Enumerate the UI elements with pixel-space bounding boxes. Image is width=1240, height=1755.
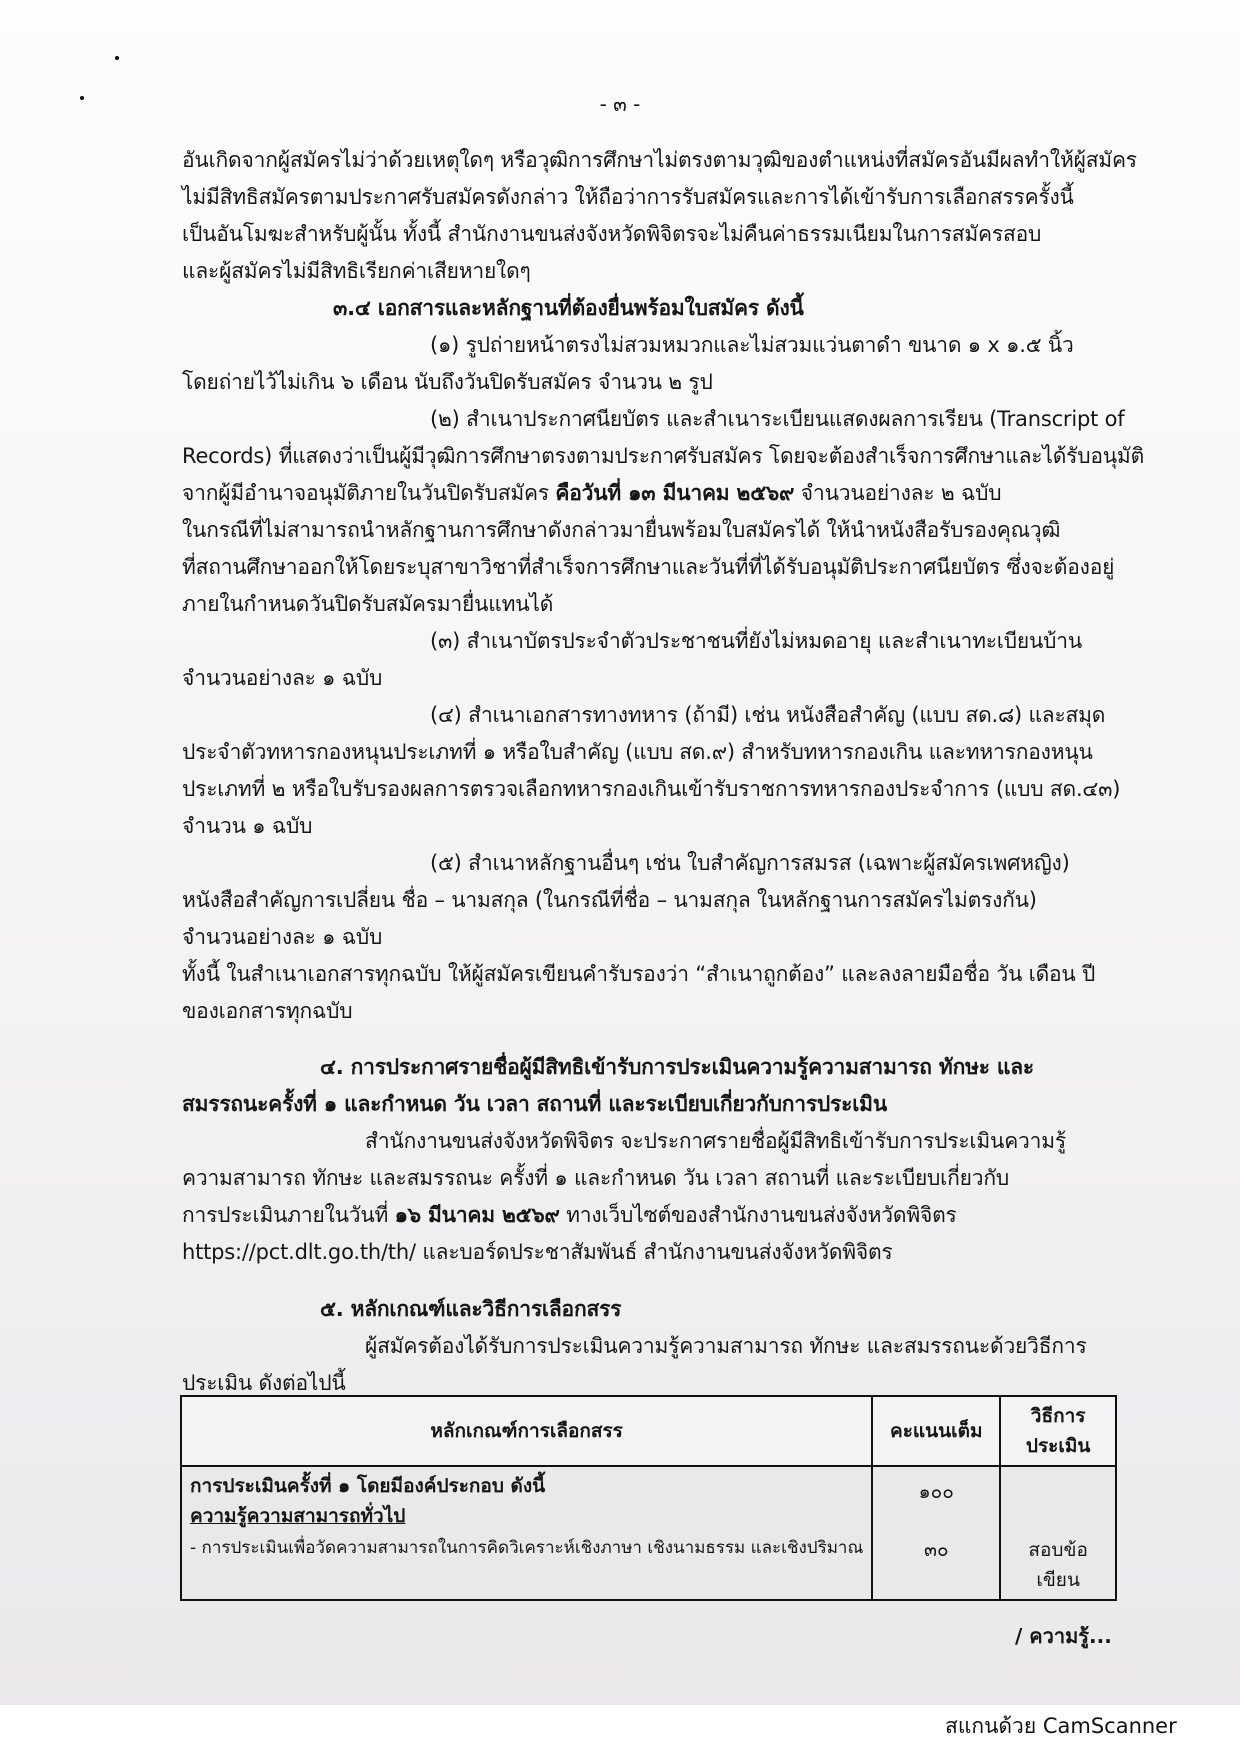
item-1-line: โดยถ่ายไว้ไม่เกิน ๖ เดือน นับถึงวันปิดรับสมัคร จำนวน ๒ รูป [182,370,713,394]
text: ทางเว็บไซต์ของสำนักงานขนส่งจังหวัดพิจิตร [559,1203,957,1227]
item-2-line: ภายในกำหนดวันปิดรับสมัครมายื่นแทนได้ [182,592,554,616]
item-5-line: จำนวนอย่างละ ๑ ฉบับ [182,925,383,949]
text: การประเมินภายในวันที่ [182,1203,395,1227]
item-2-line: (๒) สำเนาประกาศนียบัตร และสำเนาระเบียนแสดงผลการเรียน (Transcript of [430,407,1125,431]
website-line[interactable]: https://pct.dlt.go.th/th/ และบอร์ดประชาสัมพันธ์ สำนักงานขนส่งจังหวัดพิจิตร [182,1240,893,1264]
scan-speck [115,56,119,60]
deadline-date: คือวันที่ ๑๓ มีนาคม ๒๕๖๙ [555,481,795,505]
item-1-line: (๑) รูปถ่ายหน้าตรงไม่สวมหมวกและไม่สวมแว่นตาดำ ขนาด ๑ x ๑.๕ นิ้ว [430,333,1074,357]
section-4-body: ความสามารถ ทักษะ และสมรรถนะ ครั้งที่ ๑ และกำหนด วัน เวลา สถานที่ และระเบียบเกี่ยวกับ [182,1166,1010,1190]
item-2-line: Records) ที่แสดงว่าเป็นผู้มีวุฒิการศึกษาตรงตามประกาศรับสมัคร โดยจะต้องสำเร็จการศึกษาและได้รับอนุมัติ [182,444,1145,468]
header-score: คะแนนเต็ม [872,1396,1000,1466]
item-4-line: ประจำตัวทหารกองหนุนประเภทที่ ๑ หรือใบสำคัญ (แบบ สด.๙) สำหรับทหารกองเกิน และทหารกองหนุน [182,740,1093,764]
section-3-4-heading: ๓.๔ เอกสารและหลักฐานที่ต้องยื่นพร้อมใบสมัคร ดังนี้ [333,296,804,320]
item-4-line: จำนวน ๑ ฉบับ [182,814,313,838]
item-2-line: ในกรณีที่ไม่สามารถนำหลักฐานการศึกษาดังกล่าวมายื่นพร้อมใบสมัครได้ ให้นำหนังสือรับรองคุณวุฒิ [182,518,1061,542]
section-5-heading: ๕. หลักเกณฑ์และวิธีการเลือกสรร [320,1297,622,1321]
text-line: เป็นอันโมฆะสำหรับผู้นั้น ทั้งนี้ สำนักงานขนส่งจังหวัดพิจิตรจะไม่คืนค่าธรรมเนียมในการสมัครสอบ [182,222,1042,246]
section-5-body: ประเมิน ดังต่อไปนี้ [182,1371,346,1395]
criteria-table [180,1395,1117,1601]
header-criteria: หลักเกณฑ์การเลือกสรร [181,1396,872,1466]
page-number: - ๓ - [599,92,641,116]
method-cell [1000,1466,1116,1600]
section-5-body: ผู้สมัครต้องได้รับการประเมินความรู้ความสามารถ ทักษะ และสมรรถนะด้วยวิธีการ [365,1334,1087,1358]
note-line: ทั้งนี้ ในสำเนาเอกสารทุกฉบับ ให้ผู้สมัครเขียนคำรับรองว่า “สำเนาถูกต้อง” และลงลายมือชื่อ วัน เดือน ปี [182,962,1096,986]
section-4-body [182,1201,957,1229]
section-4-heading: ๔. การประกาศรายชื่อผู้มีสิทธิเข้ารับการประเมินความรู้ความสามารถ ทักษะ และ [320,1055,1034,1079]
criteria-item: - การประเมินเพื่อวัดความสามารถในการคิดวิเคราะห์เชิงภาษา เชิงนามธรรม และเชิงปริมาณ [190,1538,864,1558]
announce-date: ๑๖ มีนาคม ๒๕๖๙ [394,1203,560,1227]
method-value: สอบข้อเขียน [1028,1539,1088,1591]
section-4-body: สำนักงานขนส่งจังหวัดพิจิตร จะประกาศรายชื่อผู้มีสิทธิเข้ารับการประเมินความรู้ [365,1129,1066,1153]
score-item: ๓๐ [923,1539,949,1561]
text-line: อันเกิดจากผู้สมัครไม่ว่าด้วยเหตุใดๆ หรือวุฒิการศึกษาไม่ตรงตามวุฒิของตำแหน่งที่สมัครอันมีผลทำให้ผู้สมัคร [182,148,1137,172]
text-line: และผู้สมัครไม่มีสิทธิเรียกค่าเสียหายใดๆ [182,259,531,283]
section-4-heading: สมรรถนะครั้งที่ ๑ และกำหนด วัน เวลา สถานที่ และระเบียบเกี่ยวกับการประเมิน [182,1092,887,1116]
score-total: ๑๐๐ [918,1481,954,1503]
header-method: วิธีการประเมิน [1000,1396,1116,1466]
table-row [181,1466,1116,1600]
item-2-line [182,479,1001,507]
item-5-line: หนังสือสำคัญการเปลี่ยน ชื่อ – นามสกุล (ในกรณีที่ชื่อ – นามสกุล ในหลักฐานการสมัครไม่ตรงกัน) [182,888,1037,912]
score-cell [872,1466,1000,1600]
item-3-line: จำนวนอย่างละ ๑ ฉบับ [182,666,383,690]
item-4-line: ประเภทที่ ๒ หรือใบรับรองผลการตรวจเลือกทหารกองเกินเข้ารับราชการทหารกองประจำการ (แบบ สด.๔๓) [182,777,1121,801]
item-2-line: ที่สถานศึกษาออกให้โดยระบุสาขาวิชาที่สำเร็จการศึกษาและวันที่ที่ได้รับอนุมัติประกาศนียบัตร ซึ่งจะต้องอยู่ [182,555,1115,579]
text: จากผู้มีอำนาจอนุมัติภายในวันปิดรับสมัคร [182,481,556,505]
criteria-title: การประเมินครั้งที่ ๑ โดยมีองค์ประกอบ ดังนี้ [190,1475,546,1497]
item-4-line: (๔) สำเนาเอกสารทางทหาร (ถ้ามี) เช่น หนังสือสำคัญ (แบบ สด.๘) และสมุด [430,703,1106,727]
text-line: ไม่มีสิทธิสมัครตามประกาศรับสมัครดังกล่าว ให้ถือว่าการรับสมัครและการได้เข้ารับการเลือกสรรครั้งนี้ [182,185,1074,209]
criteria-cell [181,1466,872,1600]
continuation-marker: / ความรู้... [1015,1624,1112,1648]
criteria-subtitle: ความรู้ความสามารถทั่วไป [190,1505,406,1527]
camscanner-watermark: สแกนด้วย CamScanner [945,1714,1177,1738]
table-header-row [181,1396,1116,1466]
text: จำนวนอย่างละ ๒ ฉบับ [794,481,1002,505]
item-3-line: (๓) สำเนาบัตรประจำตัวประชาชนที่ยังไม่หมดอายุ และสำเนาทะเบียนบ้าน [430,629,1083,653]
item-5-line: (๕) สำเนาหลักฐานอื่นๆ เช่น ใบสำคัญการสมรส (เฉพาะผู้สมัครเพศหญิง) [430,851,1070,875]
note-line: ของเอกสารทุกฉบับ [182,999,353,1023]
